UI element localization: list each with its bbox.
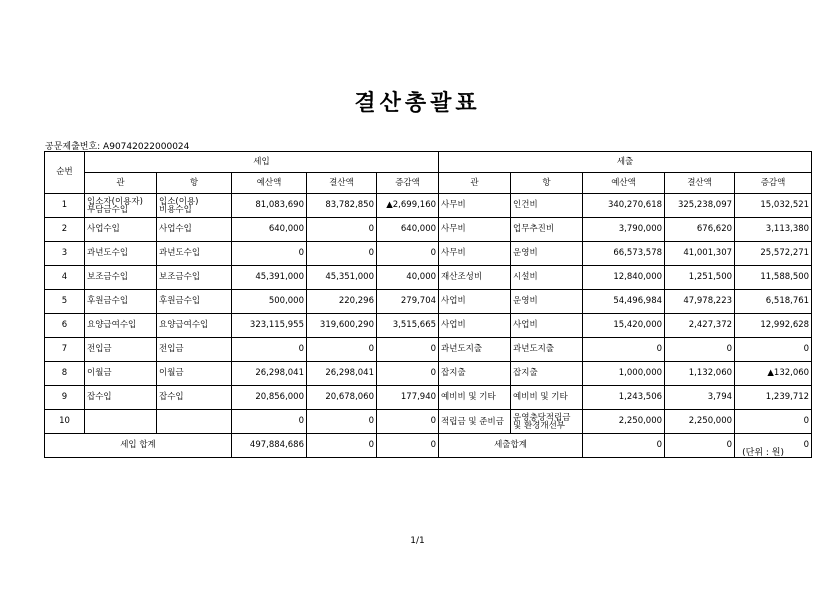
income-gwan: 입소자(이용자)부담금수입 [85,194,157,218]
income-hang: 전입금 [157,338,232,362]
income-change: 640,000 [377,218,439,242]
income-change: 0 [377,362,439,386]
table-row [45,362,812,386]
income-budget: 0 [232,338,307,362]
header-row-top [45,152,812,173]
expense-budget: 12,840,000 [583,266,665,290]
income-settlement: 0 [307,338,377,362]
expense-budget: 1,243,506 [583,386,665,410]
row-no: 8 [45,362,85,386]
income-settlement: 220,296 [307,290,377,314]
header-expense-settlement: 결산액 [665,173,735,194]
expense-gwan: 사업비 [439,314,511,338]
header-expense-gwan: 관 [439,173,511,194]
row-no: 5 [45,290,85,314]
income-settlement: 83,782,850 [307,194,377,218]
header-expense-hang: 항 [511,173,583,194]
table-row [45,290,812,314]
income-change: 0 [377,338,439,362]
income-total-budget: 497,884,686 [232,434,307,458]
expense-settlement: 1,132,060 [665,362,735,386]
row-no: 2 [45,218,85,242]
income-hang: 입소(이용)비용수입 [157,194,232,218]
table-row [45,266,812,290]
row-no: 10 [45,410,85,434]
expense-change: 15,032,521 [735,194,812,218]
income-total-label: 세입 합계 [45,434,232,458]
table-row [45,386,812,410]
income-budget: 20,856,000 [232,386,307,410]
header-expense-change: 증감액 [735,173,812,194]
expense-settlement: 41,001,307 [665,242,735,266]
expense-settlement: 1,251,500 [665,266,735,290]
expense-hang: 업무추진비 [511,218,583,242]
expense-gwan: 사무비 [439,218,511,242]
income-total-change: 0 [377,434,439,458]
income-hang [157,410,232,434]
expense-total-settlement: 0 [665,434,735,458]
expense-hang: 인건비 [511,194,583,218]
expense-change: 3,113,380 [735,218,812,242]
income-settlement: 45,351,000 [307,266,377,290]
expense-change: 0 [735,338,812,362]
income-hang: 보조금수입 [157,266,232,290]
income-budget: 500,000 [232,290,307,314]
row-no: 4 [45,266,85,290]
income-gwan: 보조금수입 [85,266,157,290]
header-income-budget: 예산액 [232,173,307,194]
row-no: 9 [45,386,85,410]
unit-note: (단위 : 원) [742,448,784,458]
table-row [45,242,812,266]
income-budget: 0 [232,410,307,434]
income-gwan: 이월금 [85,362,157,386]
expense-gwan: 과년도지출 [439,338,511,362]
header-income-gwan: 관 [85,173,157,194]
income-change: 177,940 [377,386,439,410]
income-change: ▲2,699,160 [377,194,439,218]
expense-settlement: 325,238,097 [665,194,735,218]
expense-settlement: 2,427,372 [665,314,735,338]
expense-change: 1,239,712 [735,386,812,410]
income-change: 0 [377,410,439,434]
income-settlement: 20,678,060 [307,386,377,410]
expense-settlement: 0 [665,338,735,362]
row-no: 3 [45,242,85,266]
income-hang: 이월금 [157,362,232,386]
expense-total-label: 세출합계 [439,434,583,458]
table-row [45,194,812,218]
expense-gwan: 사업비 [439,290,511,314]
income-hang: 요양급여수입 [157,314,232,338]
row-no: 6 [45,314,85,338]
expense-change: 6,518,761 [735,290,812,314]
table-row [45,338,812,362]
income-budget: 26,298,041 [232,362,307,386]
income-settlement: 0 [307,410,377,434]
header-income: 세입 [85,152,439,173]
totals-row [45,434,812,458]
expense-hang: 운영비 [511,242,583,266]
row-no: 7 [45,338,85,362]
income-budget: 323,115,955 [232,314,307,338]
header-seq: 순번 [45,152,85,194]
income-hang: 과년도수입 [157,242,232,266]
income-settlement: 319,600,290 [307,314,377,338]
document-number: 공문제출번호: A90742022000024 [45,142,190,152]
expense-budget: 340,270,618 [583,194,665,218]
expense-hang: 시설비 [511,266,583,290]
row-no: 1 [45,194,85,218]
income-settlement: 0 [307,242,377,266]
income-hang: 후원금수입 [157,290,232,314]
income-gwan: 후원금수입 [85,290,157,314]
expense-total-budget: 0 [583,434,665,458]
expense-hang: 예비비 및 기타 [511,386,583,410]
expense-hang: 과년도지출 [511,338,583,362]
expense-gwan: 재산조성비 [439,266,511,290]
expense-gwan: 예비비 및 기타 [439,386,511,410]
table-row [45,410,812,434]
income-change: 40,000 [377,266,439,290]
expense-gwan: 사무비 [439,242,511,266]
income-settlement: 26,298,041 [307,362,377,386]
income-total-settlement: 0 [307,434,377,458]
expense-budget: 15,420,000 [583,314,665,338]
expense-budget: 0 [583,338,665,362]
expense-budget: 1,000,000 [583,362,665,386]
income-gwan: 요양급여수입 [85,314,157,338]
page-number: 1/1 [410,536,425,546]
expense-hang: 잡지출 [511,362,583,386]
header-row-sub [45,173,812,194]
income-budget: 640,000 [232,218,307,242]
expense-change: 25,572,271 [735,242,812,266]
table-row [45,218,812,242]
header-income-settlement: 결산액 [307,173,377,194]
income-gwan: 전입금 [85,338,157,362]
income-budget: 81,083,690 [232,194,307,218]
header-expense: 세출 [439,152,812,173]
income-change: 3,515,665 [377,314,439,338]
header-expense-budget: 예산액 [583,173,665,194]
expense-total-change: 0 [735,434,812,458]
expense-change: 0 [735,410,812,434]
income-budget: 45,391,000 [232,266,307,290]
expense-change: 11,588,500 [735,266,812,290]
expense-change: 12,992,628 [735,314,812,338]
income-gwan: 과년도수입 [85,242,157,266]
expense-budget: 2,250,000 [583,410,665,434]
header-income-hang: 항 [157,173,232,194]
income-gwan: 사업수입 [85,218,157,242]
expense-settlement: 3,794 [665,386,735,410]
expense-gwan: 적립금 및 준비금 [439,410,511,434]
expense-budget: 3,790,000 [583,218,665,242]
expense-gwan: 잡지출 [439,362,511,386]
income-gwan: 잡수입 [85,386,157,410]
expense-change: ▲132,060 [735,362,812,386]
expense-budget: 54,496,984 [583,290,665,314]
income-hang: 사업수입 [157,218,232,242]
expense-hang: 운영비 [511,290,583,314]
header-income-change: 증감액 [377,173,439,194]
expense-settlement: 676,620 [665,218,735,242]
income-change: 0 [377,242,439,266]
table-row [45,314,812,338]
income-settlement: 0 [307,218,377,242]
income-gwan [85,410,157,434]
settlement-summary-table [44,151,812,458]
expense-gwan: 사무비 [439,194,511,218]
expense-hang: 사업비 [511,314,583,338]
income-change: 279,704 [377,290,439,314]
income-budget: 0 [232,242,307,266]
expense-budget: 66,573,578 [583,242,665,266]
expense-settlement: 47,978,223 [665,290,735,314]
income-hang: 잡수입 [157,386,232,410]
expense-settlement: 2,250,000 [665,410,735,434]
document-title: 결산총괄표 [354,91,481,116]
expense-hang: 운영충당적립금 및 환경개선부 [511,410,583,434]
